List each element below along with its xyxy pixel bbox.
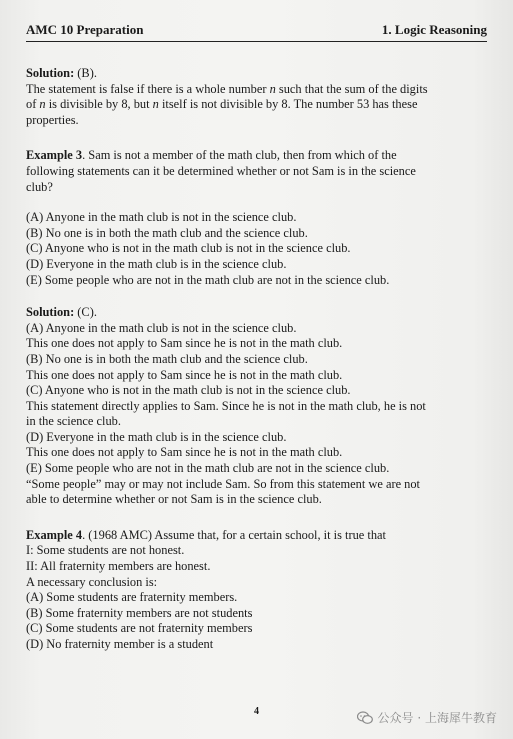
solution-b-line-3: properties. [26,112,79,127]
example-3-question-line-1: Example 3. Sam is not a member of the math club, then from which of the [26,148,397,163]
solution-answer: (C). [74,305,97,320]
header-right-title: 1. Logic Reasoning [381,22,487,37]
page-number: 4 [254,706,259,717]
example-4-option-a: (A) Some students are fraternity members. [26,590,238,605]
solution-c-line: (A) Anyone in the math club is not in the science club. [26,320,297,335]
solution-c-heading [26,305,485,321]
solution-b-line-2: of n is divisible by 8, but n itself is not divisible by 8. The number 53 has these [26,97,418,112]
solution-c-line: This one does not apply to Sam since he is not in the math club. [26,367,343,382]
solution-b-block [26,66,485,128]
solution-c-line: able to determine whether or not Sam is in the science club. [26,492,322,507]
solution-label: Solution: [26,305,75,320]
wechat-icon [357,711,373,725]
example-4-line: I: Some students are not honest. [26,543,185,558]
example-3-question-line-3: club? [26,179,53,194]
example-4-question-line-1: Example 4. (1968 AMC) Assume that, for a certain school, it is true that [26,527,386,542]
solution-c-line: (D) Everyone in the math club is in the science club. [26,429,287,444]
example-3-option-c: (C) Anyone who is not in the math club is not in the science club. [26,241,351,256]
example-label: Example 4 [26,527,83,542]
watermark-text: 公众号 · 上海犀牛教育 [377,711,497,725]
header-left-title: AMC 10 Preparation [26,22,144,37]
solution-c-line: (B) No one is in both the math club and the science club. [26,351,308,366]
example-4-option-c: (C) Some students are not fraternity members [26,621,253,636]
page-header [26,22,487,42]
solution-c-line: (E) Some people who are not in the math club are not in the science club. [26,461,390,476]
solution-c-line: in the science club. [26,414,121,429]
solution-c-line: This one does not apply to Sam since he is not in the math club. [26,336,343,351]
solution-c-line: (C) Anyone who is not in the math club is not in the science club. [26,383,351,398]
solution-c-block [26,305,485,508]
example-3-option-d: (D) Everyone in the math club is in the science club. [26,256,287,271]
example-3-block [26,148,485,288]
example-4-option-b: (B) Some fraternity members are not students [26,605,253,620]
variable-n: n [39,97,46,112]
solution-c-line: This one does not apply to Sam since he is not in the math club. [26,445,343,460]
solution-c-line: This statement directly applies to Sam. Since he is not in the math club, he is not [26,398,426,413]
example-4-option-d: (D) No fraternity member is a student [26,637,214,651]
solution-b-line-1: The statement is false if there is a whole number n such that the sum of the digits [26,81,428,96]
variable-n: n [152,97,159,112]
page-content [26,66,485,653]
solution-answer: (B). [74,66,97,80]
solution-c-line: “Some people” may or may not include Sam. So from this statement we are not [26,476,420,491]
example-3-option-a: (A) Anyone in the math club is not in the science club. [26,210,297,225]
example-4-line: II: All fraternity members are honest. [26,559,211,574]
solution-label: Solution: [26,66,75,80]
example-label: Example 3 [26,148,83,163]
example-3-question-line-2: following statements can it be determined whether or not Sam is in the science [26,163,416,178]
example-4-block [26,528,485,653]
example-3-option-b: (B) No one is in both the math club and the science club. [26,225,308,240]
example-3-option-e: (E) Some people who are not in the math club are not in the science club. [26,272,390,287]
variable-n: n [269,81,276,96]
example-4-line: A necessary conclusion is: [26,574,158,589]
watermark [357,709,497,726]
solution-b-heading [26,66,485,82]
